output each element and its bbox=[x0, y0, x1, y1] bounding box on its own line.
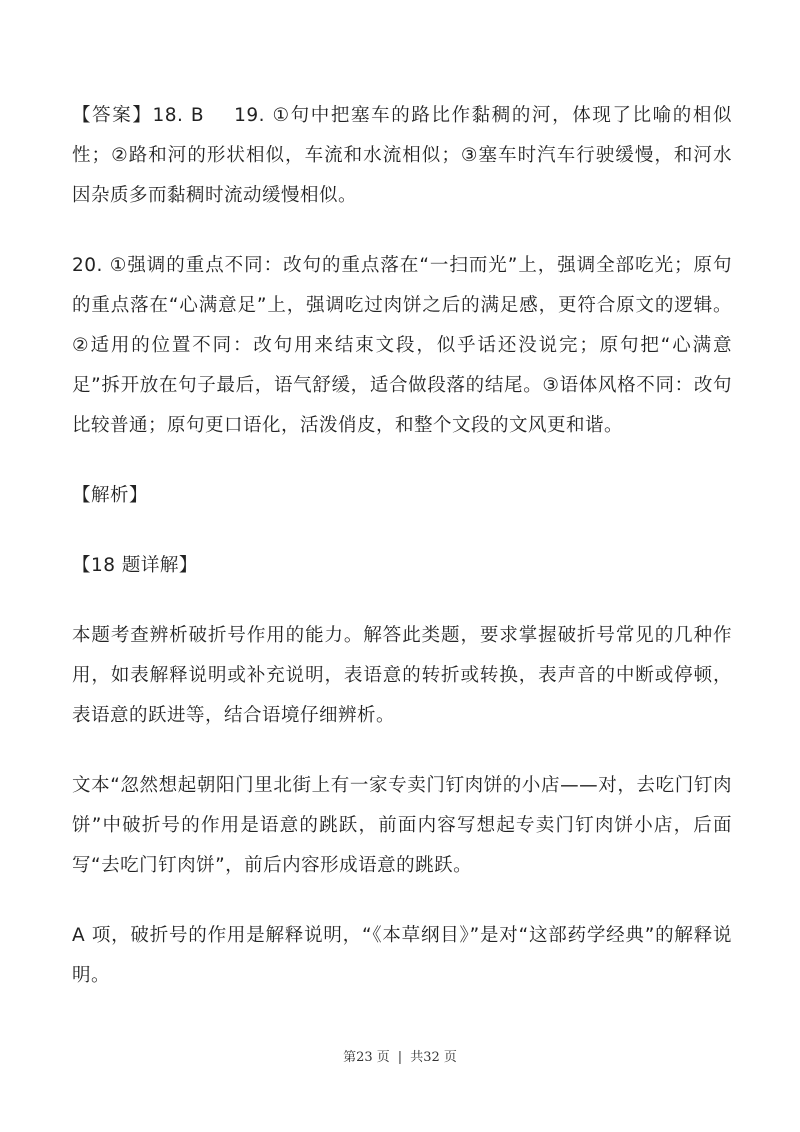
analysis-paragraph-1: 本题考查辨析破折号作用的能力。解答此类题，要求掌握破折号常见的几种作用，如表解释说明或补充说明，表语意的转折或转换，表声音的中断或停顿，表语意的跃进等，结合语境仔细辨析。 bbox=[72, 625, 732, 726]
page-footer bbox=[0, 1046, 800, 1065]
answer-q18: 18. B bbox=[152, 105, 205, 126]
document-page bbox=[72, 96, 732, 1026]
analysis-heading: 【解析】 bbox=[72, 485, 149, 506]
answer-paragraph bbox=[72, 96, 732, 216]
analysis-paragraph-2: 文本“忽然想起朝阳门里北街上有一家专卖门钉肉饼的小店——对，去吃门钉肉饼”中破折号的作用是语意的跳跃，前面内容写想起专卖门钉肉饼小店，后面写“去吃门钉肉饼”，前后内容形成语意的跳跃。 bbox=[72, 775, 732, 876]
footer-page-number: 第23 页 bbox=[343, 1050, 390, 1065]
analysis-paragraph-3: A 项，破折号的作用是解释说明，“《本草纲目》”是对“这部药学经典”的解释说明。 bbox=[72, 925, 732, 986]
answer-q19: 19. ①句中把塞车的路比作黏稠的河，体现了比喻的相似性；②路和河的形状相似，车流和水流相似；③塞车时汽车行驶缓慢，和河水因杂质多而黏稠时流动缓慢相似。 bbox=[72, 105, 732, 206]
answer-q20-paragraph: 20. ①强调的重点不同：改句的重点落在“一扫而光”上，强调全部吃光；原句的重点落在“心满意足”上，强调吃过肉饼之后的满足感，更符合原文的逻辑。②适用的位置不同：改句用来结束文段，似乎话还没说完；原句把“心满意足”拆开放在句子最后，语气舒缓，适合做段落的结尾。③语体风格不同：改句比较普通；原句更口语化，活泼俏皮，和整个文段的文风更和谐。 bbox=[72, 255, 732, 436]
answer-label: 【答案】 bbox=[72, 105, 153, 126]
q18-heading: 【18 题详解】 bbox=[72, 555, 198, 576]
footer-separator: | bbox=[397, 1050, 403, 1065]
footer-total-pages: 共32 页 bbox=[410, 1050, 457, 1065]
